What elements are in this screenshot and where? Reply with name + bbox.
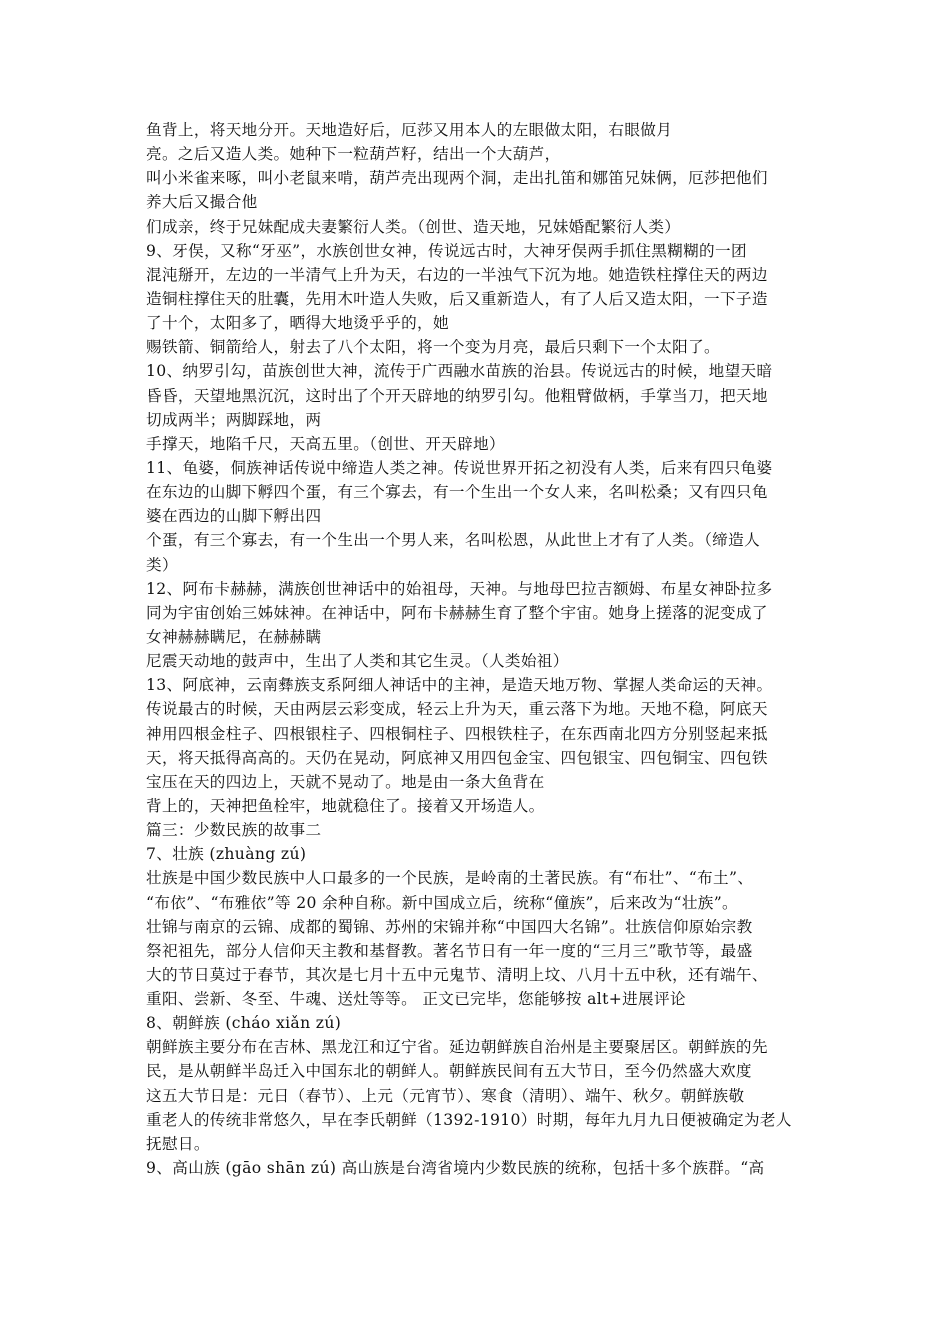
text-line: 同为宇宙创始三姊妹神。在神话中，阿布卡赫赫生育了整个宇宙。她身上搓落的泥变成了 xyxy=(146,603,768,622)
text-line: 切成两半；两脚踩地，两 xyxy=(146,410,322,429)
text-line: 亮。之后又造人类。她种下一粒葫芦籽，结出一个大葫芦， xyxy=(146,145,561,164)
text-line: 10、纳罗引勾，苗族创世大神，流传于广西融水苗族的治县。传说远古的时候，地望天暗 xyxy=(146,362,773,381)
text-line: 大的节日莫过于春节，其次是七月十五中元鬼节、清明上坟、八月十五中秋，还有端午、 xyxy=(146,965,768,984)
text-line: 婆在西边的山脚下孵出四 xyxy=(146,507,322,526)
text-line: 7、壮族 (zhuàng zú) xyxy=(146,845,307,864)
text-line: 叫小米雀来啄，叫小老鼠来啃，葫芦壳出现两个洞，走出扎笛和娜笛兄妹俩，厄莎把他们 xyxy=(146,169,768,188)
text-line: 了十个，太阳多了，晒得大地烫乎乎的，她 xyxy=(146,314,449,333)
text-line: 11、龟婆，侗族神话传说中缔造人类之神。传说世界开拓之初没有人类，后来有四只龟婆 xyxy=(146,458,773,477)
text-line: 赐铁箭、铜箭给人，射去了八个太阳，将一个变为月亮，最后只剩下一个太阳了。 xyxy=(146,338,720,357)
text-line: 抚慰日。 xyxy=(146,1134,210,1153)
text-line: 12、阿布卡赫赫，满族创世神话中的始祖母，天神。与地母巴拉吉额姆、布星女神卧拉多 xyxy=(146,579,773,598)
text-line: 尼震天动地的鼓声中，生出了人类和其它生灵。（人类始祖） xyxy=(146,652,569,671)
text-line: 朝鲜族主要分布在吉林、黑龙江和辽宁省。延边朝鲜族自治州是主要聚居区。朝鲜族的先 xyxy=(146,1038,768,1057)
document-body xyxy=(146,118,818,1180)
text-line: 祭祀祖先，部分人信仰天主教和基督教。著名节日有一年一度的“三月三”歌节等，最盛 xyxy=(146,941,753,960)
text-line: 类） xyxy=(146,555,178,574)
text-line: 们成亲，终于兄妹配成夫妻繁衍人类。（创世、造天地，兄妹婚配繁衍人类） xyxy=(146,217,681,236)
text-line: 8、朝鲜族 (cháo xiǎn zú) xyxy=(146,1014,342,1033)
text-line: 9、牙俣，又称“牙巫”，水族创世女神，传说远古时，大神牙俣两手抓住黑糊糊的一团 xyxy=(146,241,747,260)
text-line: 壮族是中国少数民族中人口最多的一个民族，是岭南的土著民族。有“布壮”、“布土”、 xyxy=(146,869,754,888)
text-line: 造铜柱撑住天的肚囊，先用木叶造人失败，后又重新造人，有了人后又造太阳，一下子造 xyxy=(146,289,768,308)
text-line: 宝压在天的四边上，天就不晃动了。地是由一条大鱼背在 xyxy=(146,772,545,791)
text-line: 在东边的山脚下孵四个蛋，有三个寡去，有一个生出一个女人来，名叫松桑；又有四只龟 xyxy=(146,483,768,502)
text-line: 背上的，天神把鱼栓牢，地就稳住了。接着又开场造人。 xyxy=(146,796,545,815)
text-line: 13、阿底神，云南彝族支系阿细人神话中的主神，是造天地万物、掌握人类命运的天神。 xyxy=(146,676,773,695)
text-line: 鱼背上，将天地分开。天地造好后，厄莎又用本人的左眼做太阳，右眼做月 xyxy=(146,121,673,139)
text-line: 神用四根金柱子、四根银柱子、四根铜柱子、四根铁柱子，在东西南北四方分别竖起来抵 xyxy=(146,724,768,743)
text-line: 女神赫赫瞒尼，在赫赫瞒 xyxy=(146,627,322,646)
text-line: 个蛋，有三个寡去，有一个生出一个男人来，名叫松恩，从此世上才有了人类。（缔造人 xyxy=(146,531,761,550)
text-line: 重阳、尝新、冬至、牛魂、送灶等等。 正文已完毕，您能够按 alt+进展评论 xyxy=(146,990,686,1009)
text-line: 9、高山族 (gāo shān zú) 高山族是台湾省境内少数民族的统称，包括十多个族群。“高 xyxy=(146,1159,765,1178)
text-line: 混沌掰开，左边的一半清气上升为天，右边的一半浊气下沉为地。她造铁柱撑住天的两边 xyxy=(146,265,768,284)
text-line: 民，是从朝鲜半岛迁入中国东北的朝鲜人。朝鲜族民间有五大节日，至今仍然盛大欢度 xyxy=(146,1062,752,1081)
text-line: 重老人的传统非常悠久，早在李氏朝鲜（1392-1910）时期，每年九月九日便被确定为老人 xyxy=(146,1110,792,1129)
text-line: 天，将天抵得高高的。天仍在晃动，阿底神又用四包金宝、四包银宝、四包铜宝、四包铁 xyxy=(146,748,768,767)
text-line: “布依”、“布雅依”等 20 余种自称。新中国成立后，统称“僮族”，后来改为“壮族”。 xyxy=(146,893,738,912)
text-line: 手撑天，地陷千尺，天高五里。（创世、开天辟地） xyxy=(146,434,505,453)
text-line: 养大后又撮合他 xyxy=(146,193,258,212)
text-line: 这五大节日是：元日（春节）、上元（元宵节）、寒食（清明）、端午、秋夕。朝鲜族敬 xyxy=(146,1086,745,1105)
text-line: 篇三：少数民族的故事二 xyxy=(146,821,322,840)
text-line: 昏昏，天望地黑沉沉，这时出了个开天辟地的纳罗引勾。他粗臂做柄，手掌当刀，把天地 xyxy=(146,386,768,405)
text-line: 壮锦与南京的云锦、成都的蜀锦、苏州的宋锦并称“中国四大名锦”。壮族信仰原始宗教 xyxy=(146,917,753,936)
text-line: 传说最古的时候，天由两层云彩变成，轻云上升为天，重云落下为地。天地不稳，阿底天 xyxy=(146,700,768,719)
